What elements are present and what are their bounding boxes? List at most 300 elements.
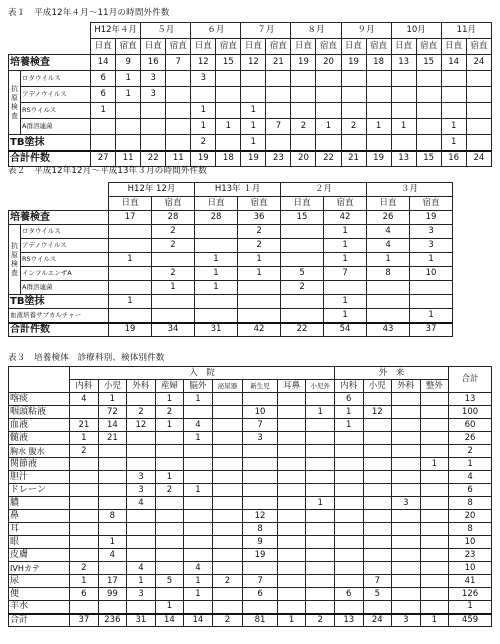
table-cell: 1 <box>184 393 213 406</box>
table-cell: 16 <box>441 151 466 167</box>
table-cell <box>212 458 243 471</box>
dept-header: 脳外 <box>184 380 213 393</box>
table-cell <box>363 484 392 497</box>
table-cell: 22 <box>281 323 324 337</box>
table-cell: 54 <box>324 323 367 337</box>
table-cell <box>420 575 449 588</box>
table-cell: 24 <box>466 151 491 167</box>
table-cell: 1 <box>335 406 364 419</box>
table-cell <box>466 103 491 119</box>
dept-header: 整外 <box>420 380 449 393</box>
table-cell: 1 <box>184 432 213 445</box>
row-label: 合計件数 <box>9 323 109 337</box>
table-cell: 2 <box>70 445 99 458</box>
table-cell <box>155 445 184 458</box>
table-cell: 5 <box>363 588 392 601</box>
dept-header: 産婦 <box>155 380 184 393</box>
row-label: 咽頭粘液 <box>9 406 70 419</box>
table-cell <box>184 497 213 510</box>
table-cell <box>466 119 491 135</box>
shift-header: 日直 <box>195 197 238 211</box>
table-cell <box>335 458 364 471</box>
shift-header: 日直 <box>367 197 410 211</box>
table-cell <box>109 309 152 323</box>
table-cell <box>155 432 184 445</box>
table-cell <box>366 135 391 151</box>
row-label: 血液 <box>9 419 70 432</box>
row-label: 羊水 <box>9 601 70 614</box>
table-cell <box>341 135 366 151</box>
table-cell <box>392 471 421 484</box>
table-cell <box>216 135 241 151</box>
table-cell: 1 <box>335 419 364 432</box>
table-cell <box>416 135 441 151</box>
table-cell: 12 <box>243 510 278 523</box>
table-cell: 1 <box>391 119 416 135</box>
table-cell: 26 <box>449 432 492 445</box>
table-cell <box>335 549 364 562</box>
table-cell: 19 <box>109 323 152 337</box>
table-cell <box>9 23 91 39</box>
dept-header: 外科 <box>392 380 421 393</box>
row-label: 培養検査 <box>9 55 91 71</box>
table-cell: 23 <box>266 151 291 167</box>
table-cell: 19 <box>341 55 366 71</box>
month-header: ５月 <box>141 23 191 39</box>
table-cell: 4 <box>70 393 99 406</box>
table-cell <box>109 225 152 239</box>
table-cell: 13 <box>335 614 364 627</box>
dept-header: 小児 <box>98 380 127 393</box>
row-label: 合計件数 <box>9 151 91 167</box>
table-cell <box>363 458 392 471</box>
table-row <box>9 103 492 119</box>
table-cell: 1 <box>316 119 341 135</box>
table-cell: 6 <box>449 484 492 497</box>
subheader-row <box>9 39 492 55</box>
table-cell <box>441 87 466 103</box>
table-cell <box>238 295 281 309</box>
row-label: 胸水 腹水 <box>9 445 70 458</box>
table-cell <box>241 71 266 87</box>
table-cell: 1 <box>109 295 152 309</box>
row-label: 眼 <box>9 536 70 549</box>
group-label: 抗原検査 <box>9 225 21 295</box>
table-cell: 81 <box>243 614 278 627</box>
table-cell: 14 <box>91 55 116 71</box>
row-label: 培養検査 <box>9 211 109 225</box>
table-cell: 42 <box>238 323 281 337</box>
table-cell <box>366 103 391 119</box>
table-cell <box>212 536 243 549</box>
table-cell <box>392 419 421 432</box>
table-cell <box>166 71 191 87</box>
table-cell <box>212 523 243 536</box>
table-row <box>9 239 453 253</box>
table-cell: 1 <box>91 103 116 119</box>
table-cell: 15 <box>216 55 241 71</box>
table-cell <box>277 588 306 601</box>
table-cell: 6 <box>243 588 278 601</box>
table-cell: 13 <box>391 151 416 167</box>
shift-header: 日直 <box>441 39 466 55</box>
table-cell <box>366 87 391 103</box>
table-cell <box>155 458 184 471</box>
table-row <box>9 445 492 458</box>
table-row <box>9 536 492 549</box>
table-cell: 1 <box>70 432 99 445</box>
table-cell: 2 <box>127 406 156 419</box>
table-cell: 4 <box>127 562 156 575</box>
table-cell <box>243 484 278 497</box>
table-cell: 459 <box>449 614 492 627</box>
month-header: ８月 <box>291 23 341 39</box>
table-cell <box>191 87 216 103</box>
table-cell: 8 <box>449 523 492 536</box>
table-cell: 1 <box>410 309 453 323</box>
row-label: ドレーン <box>9 484 70 497</box>
table-cell <box>306 562 335 575</box>
row-label: 膿 <box>9 497 70 510</box>
table-cell <box>466 71 491 87</box>
table-cell: 18 <box>366 55 391 71</box>
table-cell: 3 <box>243 432 278 445</box>
table-row <box>9 510 492 523</box>
dept-header: 耳鼻 <box>277 380 306 393</box>
table-cell: 4 <box>98 549 127 562</box>
table-cell <box>277 432 306 445</box>
table-cell <box>392 562 421 575</box>
row-label: A群溶連菌 <box>21 281 109 295</box>
table-cell <box>392 406 421 419</box>
table-cell: 22 <box>141 151 166 167</box>
table-row <box>9 119 492 135</box>
table-cell: 1 <box>420 458 449 471</box>
table-cell: 3 <box>410 225 453 239</box>
shift-header: 日直 <box>191 39 216 55</box>
table-cell <box>306 510 335 523</box>
table-cell <box>216 103 241 119</box>
dept-header: 内科 <box>70 380 99 393</box>
table-cell <box>152 253 195 267</box>
table-cell: 3 <box>392 497 421 510</box>
table-cell: 1 <box>116 87 141 103</box>
table-cell: 3 <box>141 87 166 103</box>
table-cell <box>127 549 156 562</box>
table-cell <box>212 588 243 601</box>
table-cell <box>70 523 99 536</box>
table-cell <box>420 523 449 536</box>
table-cell <box>392 523 421 536</box>
table-cell: 21 <box>98 432 127 445</box>
table-cell: 6 <box>91 87 116 103</box>
month-header: ２月 <box>281 183 367 197</box>
table-cell: 1 <box>449 458 492 471</box>
table-cell: 19 <box>191 151 216 167</box>
table-cell: 10 <box>449 536 492 549</box>
table-cell: 1 <box>155 601 184 614</box>
row-label: TB塗抹 <box>9 295 109 309</box>
table-cell: 6 <box>335 588 364 601</box>
table-cell <box>127 393 156 406</box>
table-cell: 4 <box>367 225 410 239</box>
table-cell: 12 <box>191 55 216 71</box>
table-cell <box>70 497 99 510</box>
table-cell <box>363 393 392 406</box>
table-cell: 9 <box>243 536 278 549</box>
table-cell <box>363 471 392 484</box>
row-label: 胆汁 <box>9 471 70 484</box>
table-cell <box>277 406 306 419</box>
shift-header: 日直 <box>341 39 366 55</box>
table-cell <box>281 309 324 323</box>
table-cell: 14 <box>441 55 466 71</box>
table-cell <box>277 471 306 484</box>
shift-header: 日直 <box>241 39 266 55</box>
shift-header: 日直 <box>391 39 416 55</box>
shift-header: 宿直 <box>166 39 191 55</box>
table-cell: 1 <box>127 575 156 588</box>
table-cell <box>9 197 109 211</box>
month-header: ９月 <box>341 23 391 39</box>
table3-caption: 表３ 培養検体 診療科別、検体別件数 <box>8 353 165 363</box>
table-cell <box>420 549 449 562</box>
table-cell: 37 <box>70 614 99 627</box>
table-cell <box>91 119 116 135</box>
table-row <box>9 309 453 323</box>
shift-header: 宿直 <box>152 197 195 211</box>
table-cell: 24 <box>363 614 392 627</box>
table-cell: 7 <box>324 267 367 281</box>
row-label: 鼻 <box>9 510 70 523</box>
table-cell <box>420 445 449 458</box>
shift-header: 日直 <box>281 197 324 211</box>
table-cell <box>420 562 449 575</box>
table-cell: 1 <box>306 497 335 510</box>
shift-header: 宿直 <box>324 197 367 211</box>
table-cell: 1 <box>324 309 367 323</box>
table-cell <box>155 510 184 523</box>
table-cell <box>212 562 243 575</box>
table-cell <box>306 419 335 432</box>
table-cell: 1 <box>184 484 213 497</box>
table-cell <box>266 103 291 119</box>
table-row <box>9 55 492 71</box>
table-cell: 1 <box>241 135 266 151</box>
table-cell: 1 <box>191 103 216 119</box>
table-cell <box>195 225 238 239</box>
table-cell <box>98 562 127 575</box>
table-cell: 4 <box>367 239 410 253</box>
table-cell <box>306 588 335 601</box>
table-cell: 236 <box>98 614 127 627</box>
table-cell: 3 <box>392 614 421 627</box>
table-cell: 21 <box>70 419 99 432</box>
table-cell <box>212 432 243 445</box>
table-cell <box>277 575 306 588</box>
shift-header: 宿直 <box>410 197 453 211</box>
table-cell: 1 <box>324 225 367 239</box>
table-cell: 4 <box>184 419 213 432</box>
table-cell: 7 <box>266 119 291 135</box>
table-cell <box>152 309 195 323</box>
table-cell <box>410 295 453 309</box>
table-cell: 17 <box>98 575 127 588</box>
table-cell <box>363 419 392 432</box>
table-cell: 20 <box>449 510 492 523</box>
table-cell: 5 <box>155 575 184 588</box>
row-label: ロタウイルス <box>21 71 91 87</box>
table-row <box>9 295 453 309</box>
table-cell: 72 <box>98 406 127 419</box>
table-cell: 1 <box>155 419 184 432</box>
table-cell: 23 <box>449 549 492 562</box>
dept-header: 新生児 <box>243 380 278 393</box>
table-row <box>9 562 492 575</box>
table-cell: 7 <box>166 55 191 71</box>
table-cell <box>243 445 278 458</box>
table-cell: 15 <box>416 55 441 71</box>
table-cell <box>367 295 410 309</box>
table-cell <box>109 267 152 281</box>
table-cell <box>335 484 364 497</box>
table-cell: 19 <box>291 55 316 71</box>
table-cell <box>277 419 306 432</box>
table-cell <box>335 471 364 484</box>
table-cell: 1 <box>195 267 238 281</box>
table-cell: 31 <box>195 323 238 337</box>
table-cell: 4 <box>449 471 492 484</box>
table-cell: 126 <box>449 588 492 601</box>
row-label: 関節液 <box>9 458 70 471</box>
table-cell: 7 <box>243 419 278 432</box>
table-cell <box>420 432 449 445</box>
table-row <box>9 225 453 239</box>
month-header: H13年 １月 <box>195 183 281 197</box>
table-cell <box>277 458 306 471</box>
table-cell: 1 <box>241 103 266 119</box>
table-cell <box>9 39 91 55</box>
table-cell <box>392 510 421 523</box>
table-cell <box>277 601 306 614</box>
table-row <box>9 267 453 281</box>
table-cell <box>416 71 441 87</box>
row-label: 皮膚 <box>9 549 70 562</box>
table-cell <box>466 135 491 151</box>
table-cell <box>212 471 243 484</box>
table-cell <box>391 103 416 119</box>
table-cell <box>441 71 466 87</box>
subheader-row <box>9 197 453 211</box>
table-cell <box>127 601 156 614</box>
row-label: 耳 <box>9 523 70 536</box>
table-cell: 1 <box>216 119 241 135</box>
table-cell <box>306 484 335 497</box>
table-cell <box>277 549 306 562</box>
table-cell: 1 <box>155 393 184 406</box>
table-cell: 2 <box>281 281 324 295</box>
table-cell: 1 <box>324 295 367 309</box>
table-cell <box>127 458 156 471</box>
table-cell: 3 <box>127 588 156 601</box>
table-cell: 60 <box>449 419 492 432</box>
table-cell: 1 <box>441 119 466 135</box>
row-label: インフルエンザA <box>21 267 109 281</box>
table-cell <box>243 471 278 484</box>
table-cell: 2 <box>238 225 281 239</box>
table-cell <box>363 432 392 445</box>
table-cell: 4 <box>127 497 156 510</box>
table-cell <box>277 536 306 549</box>
table-cell: 11 <box>116 151 141 167</box>
table-cell: 21 <box>266 55 291 71</box>
row-label: 髄液 <box>9 432 70 445</box>
table2-caption: 表２ 平成12年12月～平成13年３月の時間外件数 <box>8 166 207 176</box>
table-cell <box>195 309 238 323</box>
table-cell: 22 <box>316 151 341 167</box>
table-cell <box>392 432 421 445</box>
row-label: 喀痰 <box>9 393 70 406</box>
table-cell: 18 <box>216 151 241 167</box>
table-cell: 28 <box>195 211 238 225</box>
table-cell <box>141 135 166 151</box>
table-cell: 1 <box>367 253 410 267</box>
table-cell: 28 <box>152 211 195 225</box>
table-cell <box>109 239 152 253</box>
table-cell <box>363 445 392 458</box>
table-cell: 12 <box>363 406 392 419</box>
table-cell <box>335 523 364 536</box>
table-cell <box>238 309 281 323</box>
month-header: H12年 12月 <box>109 183 195 197</box>
table-cell <box>441 103 466 119</box>
table-cell <box>316 87 341 103</box>
table-cell: 10 <box>449 562 492 575</box>
table-cell <box>367 281 410 295</box>
shift-header: 宿直 <box>116 39 141 55</box>
table-cell <box>184 601 213 614</box>
table-cell <box>466 87 491 103</box>
table-cell <box>212 601 243 614</box>
shift-header: 日直 <box>109 197 152 211</box>
table-cell: 8 <box>367 267 410 281</box>
table-cell: 6 <box>70 588 99 601</box>
table-row <box>9 211 453 225</box>
shift-header: 宿直 <box>366 39 391 55</box>
table-cell: 1 <box>420 614 449 627</box>
table-cell <box>316 103 341 119</box>
table-cell <box>216 71 241 87</box>
table-cell <box>335 601 364 614</box>
table-cell: 3 <box>127 484 156 497</box>
row-label: RSウイルス <box>21 253 109 267</box>
table-cell <box>238 281 281 295</box>
dept-header: 外科 <box>127 380 156 393</box>
table-cell <box>9 183 109 197</box>
table-cell: 42 <box>324 211 367 225</box>
table-cell: 6 <box>91 71 116 87</box>
table-cell <box>266 135 291 151</box>
table-cell <box>141 103 166 119</box>
table2 <box>8 182 453 337</box>
table-cell: 8 <box>243 523 278 536</box>
shift-header: 宿直 <box>416 39 441 55</box>
table1 <box>8 22 492 167</box>
table-cell: 20 <box>291 151 316 167</box>
table-cell <box>127 523 156 536</box>
table-cell <box>277 510 306 523</box>
table-cell: 2 <box>341 119 366 135</box>
